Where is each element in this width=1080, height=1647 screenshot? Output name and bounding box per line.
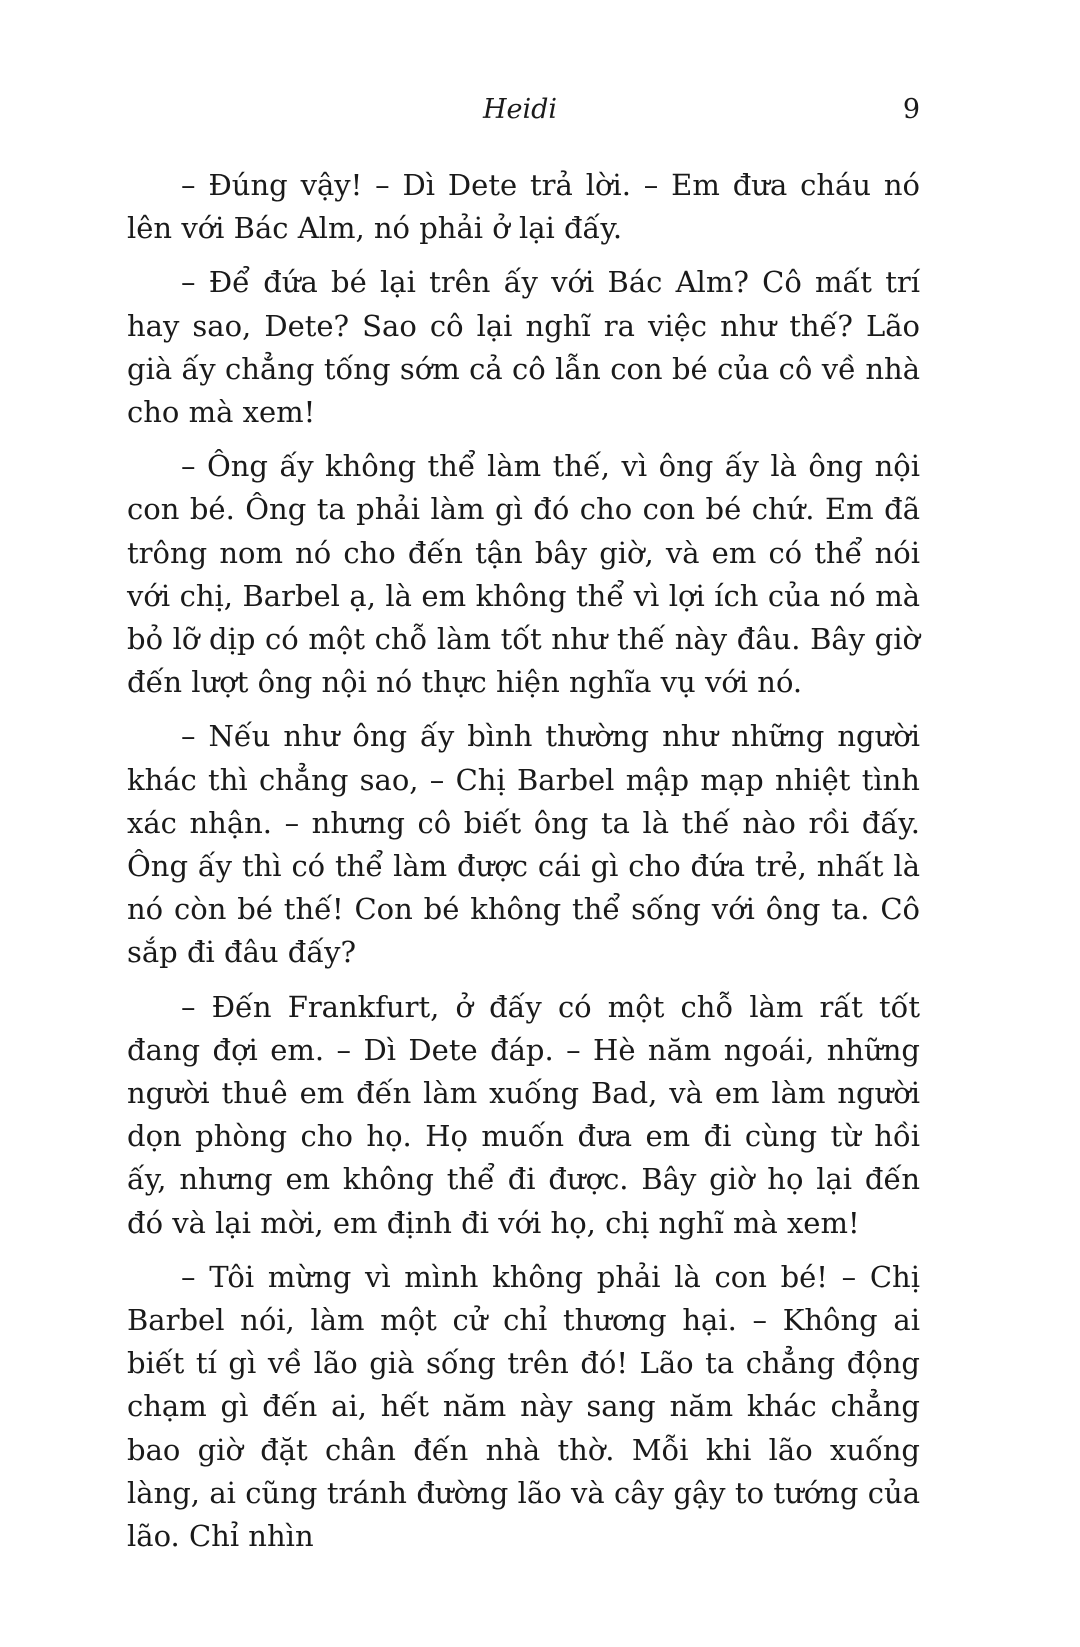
paragraph: – Nếu như ông ấy bình thường như những người khác thì chẳng sao, – Chị Barbel mập mạp nhiệt tình xác nhận. – nhưng cô biết ông ta là thế nào rồi đấy. Ông ấy thì có thể làm được cái gì cho đứa trẻ, nhất là nó còn bé thế! Con bé không thể sống với ông ta. Cô sắp đi đâu đấy?	[127, 719, 920, 970]
running-header	[0, 90, 1080, 130]
page-number: 9	[902, 94, 920, 125]
paragraph: – Để đứa bé lại trên ấy với Bác Alm? Cô mất trí hay sao, Dete? Sao cô lại nghĩ ra việc như thế? Lão già ấy chẳng tống sớm cả cô lẫn con bé của cô về nhà cho mà xem!	[127, 265, 920, 430]
paragraph: – Tôi mừng vì mình không phải là con bé! – Chị Barbel nói, làm một cử chỉ thương hại. – Không ai biết tí gì về lão già sống trên đó! Lão ta chẳng động chạm gì đến ai, hết năm này sang năm khác chẳng bao giờ đặt chân đến nhà thờ. Mỗi khi lão xuống làng, ai cũng tránh đường lão và cây gậy to tướng của lão. Chỉ nhìn	[127, 1259, 920, 1554]
paragraph: – Đúng vậy! – Dì Dete trả lời. – Em đưa cháu nó lên với Bác Alm, nó phải ở lại đấy.	[127, 168, 920, 246]
book-title: Heidi	[482, 94, 558, 125]
paragraph: – Đến Frankfurt, ở đấy có một chỗ làm rất tốt đang đợi em. – Dì Dete đáp. – Hè năm ngoái, những người thuê em đến làm xuống Bad, và em làm người dọn phòng cho họ. Họ muốn đưa em đi cùng từ hồi ấy, nhưng em không thể đi được. Bây giờ họ lại đến đó và lại mời, em định đi với họ, chị nghĩ mà xem!	[127, 989, 920, 1240]
paragraph: – Ông ấy không thể làm thế, vì ông ấy là ông nội con bé. Ông ta phải làm gì đó cho con bé chứ. Em đã trông nom nó cho đến tận bây giờ, và em có thể nói với chị, Barbel ạ, là em không thể vì lợi ích của nó mà bỏ lỡ dịp có một chỗ làm tốt như thế này đâu. Bây giờ đến lượt ông nội nó thực hiện nghĩa vụ với nó.	[127, 449, 920, 700]
body-text	[127, 164, 920, 1569]
